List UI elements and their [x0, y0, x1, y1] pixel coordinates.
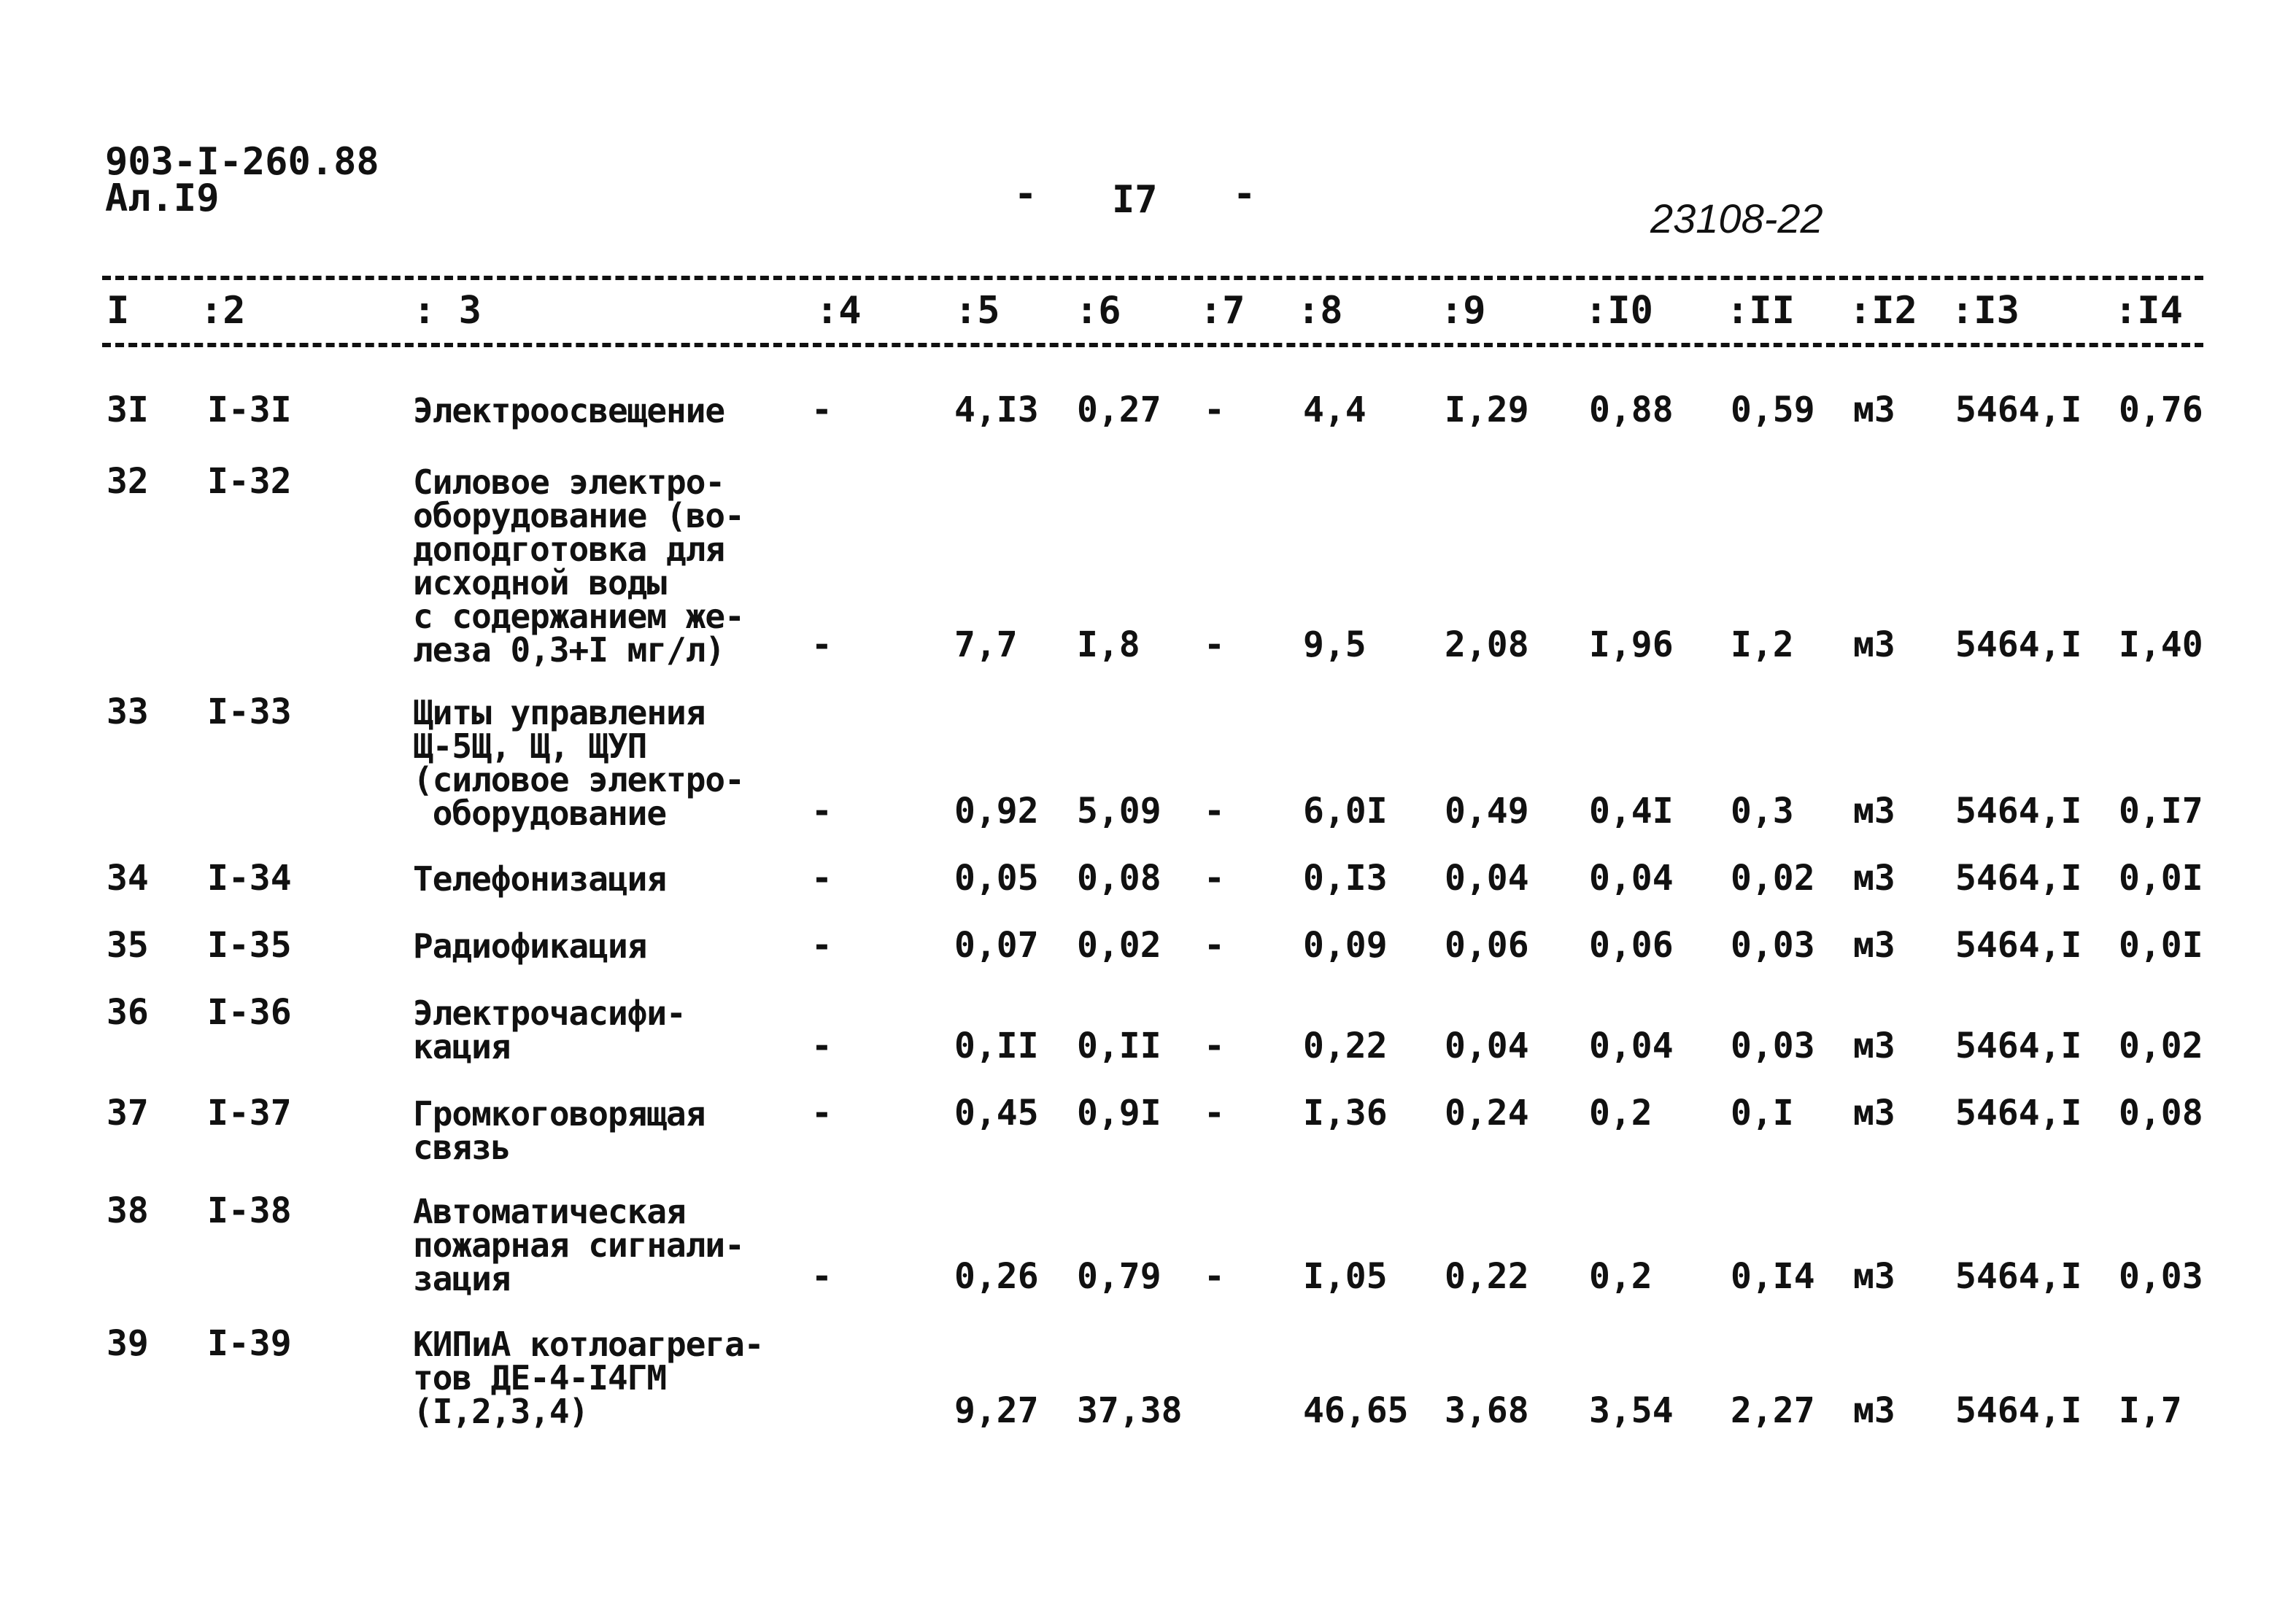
row-number: 36	[107, 992, 149, 1033]
row-value-c6: 37,38	[1077, 1390, 1183, 1431]
column-header: :I4	[2114, 289, 2183, 333]
column-header: :6	[1075, 289, 1121, 333]
row-value-c9: 0,24	[1445, 1093, 1529, 1134]
row-value-c8: I,36	[1303, 1093, 1388, 1134]
row-value-c6: I,8	[1077, 624, 1140, 665]
row-value-c5: 0,II	[954, 1026, 1039, 1066]
row-value-c14: I,40	[2119, 624, 2203, 665]
row-value-c10: 0,2	[1589, 1256, 1653, 1297]
row-value-c13: 5464,I	[1955, 1093, 2082, 1134]
row-description: Громкоговорящая связь	[413, 1094, 706, 1167]
row-value-c9: 0,04	[1445, 858, 1529, 899]
row-value-c14: 0,03	[2119, 1256, 2203, 1297]
row-value-c12: м3	[1853, 1390, 1895, 1431]
row-number: 34	[107, 858, 149, 899]
row-value-c6: 0,9I	[1077, 1093, 1161, 1134]
document-code: 903-I-260.88	[105, 140, 379, 184]
row-value-c5: 0,92	[954, 791, 1039, 832]
row-value-c6: 0,08	[1077, 858, 1161, 899]
row-value-c11: 2,27	[1731, 1390, 1815, 1431]
row-value-c7: -	[1204, 791, 1225, 832]
row-value-c13: 5464,I	[1955, 791, 2082, 832]
row-value-c14: 0,0I	[2119, 858, 2203, 899]
row-value-c12: м3	[1853, 390, 1895, 430]
row-value-c5: 7,7	[954, 624, 1018, 665]
row-value-c13: 5464,I	[1955, 1256, 2082, 1297]
row-value-c8: 46,65	[1303, 1390, 1409, 1431]
row-value-c11: 0,03	[1731, 925, 1815, 966]
row-value-c14: I,7	[2119, 1390, 2182, 1431]
row-value-c12: м3	[1853, 1093, 1895, 1134]
row-value-c8: 9,5	[1303, 624, 1367, 665]
row-value-c10: 0,06	[1589, 925, 1674, 966]
page-number: I7	[1112, 178, 1158, 222]
row-number: 33	[107, 691, 149, 732]
row-value-c13: 5464,I	[1955, 1026, 2082, 1066]
row-value-c4: -	[811, 791, 832, 832]
row-value-c8: 0,09	[1303, 925, 1388, 966]
column-header: :7	[1199, 289, 1245, 333]
row-description: Автоматическая пожарная сигнали- зация	[413, 1192, 744, 1298]
row-number: 32	[107, 461, 149, 502]
row-value-c9: I,29	[1445, 390, 1529, 430]
row-value-c4: -	[811, 624, 832, 665]
row-value-c12: м3	[1853, 1256, 1895, 1297]
row-value-c10: I,96	[1589, 624, 1674, 665]
row-code: I-36	[207, 992, 292, 1033]
row-value-c7: -	[1204, 624, 1225, 665]
column-header: I	[107, 289, 130, 333]
row-value-c4: -	[811, 1026, 832, 1066]
column-header: :2	[200, 289, 246, 333]
row-value-c11: 0,03	[1731, 1026, 1815, 1066]
row-value-c10: 0,4I	[1589, 791, 1674, 832]
row-value-c11: 0,02	[1731, 858, 1815, 899]
row-value-c7: -	[1204, 925, 1225, 966]
column-header: :II	[1726, 289, 1795, 333]
row-value-c12: м3	[1853, 1026, 1895, 1066]
row-value-c10: 0,04	[1589, 1026, 1674, 1066]
row-value-c5: 0,26	[954, 1256, 1039, 1297]
row-value-c11: 0,59	[1731, 390, 1815, 430]
row-value-c11: 0,3	[1731, 791, 1794, 832]
row-value-c9: 3,68	[1445, 1390, 1529, 1431]
page-dash-right: -	[1233, 172, 1256, 216]
column-header: :8	[1297, 289, 1343, 333]
row-value-c4: -	[811, 1093, 832, 1134]
row-value-c13: 5464,I	[1955, 858, 2082, 899]
row-description: Электроосвещение	[413, 391, 725, 430]
row-value-c9: 0,04	[1445, 1026, 1529, 1066]
row-value-c4: -	[811, 925, 832, 966]
row-value-c11: 0,I	[1731, 1093, 1794, 1134]
row-description: Телефонизация	[413, 859, 667, 899]
row-value-c11: 0,I4	[1731, 1256, 1815, 1297]
row-value-c8: I,05	[1303, 1256, 1388, 1297]
row-description: Щиты управления Щ-5Щ, Щ, ЩУП (силовое электро- оборудование	[413, 693, 744, 833]
row-description: Силовое электро- оборудование (во- доподготовка для исходной воды с содержанием же- леза 0,3+I мг/л)	[413, 462, 744, 670]
row-code: I-39	[207, 1323, 292, 1364]
row-value-c4: -	[811, 1256, 832, 1297]
handwritten-number: 23108-22	[1650, 195, 1823, 241]
row-value-c7: -	[1204, 390, 1225, 430]
column-header: :4	[816, 289, 862, 333]
row-value-c12: м3	[1853, 925, 1895, 966]
row-value-c14: 0,02	[2119, 1026, 2203, 1066]
row-number: 38	[107, 1190, 149, 1231]
row-value-c7: -	[1204, 1026, 1225, 1066]
row-code: I-34	[207, 858, 292, 899]
row-value-c4: -	[811, 858, 832, 899]
row-code: I-33	[207, 691, 292, 732]
row-number: 35	[107, 925, 149, 966]
row-value-c8: 6,0I	[1303, 791, 1388, 832]
row-code: I-32	[207, 461, 292, 502]
row-description: КИПиА котлоагрега- тов ДЕ-4-I4ГМ (I,2,3,4)	[413, 1325, 764, 1431]
row-value-c12: м3	[1853, 624, 1895, 665]
row-value-c11: I,2	[1731, 624, 1794, 665]
row-value-c13: 5464,I	[1955, 925, 2082, 966]
row-value-c5: 4,I3	[954, 390, 1039, 430]
row-value-c13: 5464,I	[1955, 390, 2082, 430]
row-value-c14: 0,0I	[2119, 925, 2203, 966]
row-value-c6: 0,02	[1077, 925, 1161, 966]
row-number: 37	[107, 1093, 149, 1134]
column-header: :I0	[1585, 289, 1653, 333]
column-header: :I2	[1849, 289, 1917, 333]
row-value-c8: 0,22	[1303, 1026, 1388, 1066]
sheet-number: Ал.I9	[105, 177, 220, 220]
row-value-c5: 0,05	[954, 858, 1039, 899]
row-value-c8: 0,I3	[1303, 858, 1388, 899]
row-value-c7: -	[1204, 1093, 1225, 1134]
row-description: Радиофикация	[413, 926, 647, 966]
table-top-rule	[102, 276, 2203, 280]
row-value-c7: -	[1204, 858, 1225, 899]
page-dash-left: -	[1014, 172, 1037, 216]
row-value-c5: 9,27	[954, 1390, 1039, 1431]
row-value-c12: м3	[1853, 791, 1895, 832]
row-code: I-37	[207, 1093, 292, 1134]
row-description: Электрочасифи- кация	[413, 993, 686, 1066]
table-header-rule	[102, 343, 2203, 347]
column-header: : 3	[413, 289, 482, 333]
row-value-c9: 0,06	[1445, 925, 1529, 966]
row-value-c5: 0,45	[954, 1093, 1039, 1134]
row-value-c10: 0,2	[1589, 1093, 1653, 1134]
row-value-c9: 0,22	[1445, 1256, 1529, 1297]
row-value-c13: 5464,I	[1955, 624, 2082, 665]
row-code: I-38	[207, 1190, 292, 1231]
row-value-c10: 0,88	[1589, 390, 1674, 430]
row-value-c14: 0,08	[2119, 1093, 2203, 1134]
row-value-c12: м3	[1853, 858, 1895, 899]
row-value-c6: 5,09	[1077, 791, 1161, 832]
row-value-c5: 0,07	[954, 925, 1039, 966]
row-value-c14: 0,76	[2119, 390, 2203, 430]
row-value-c14: 0,I7	[2119, 791, 2203, 832]
row-value-c6: 0,79	[1077, 1256, 1161, 1297]
row-value-c10: 0,04	[1589, 858, 1674, 899]
column-header: :9	[1440, 289, 1486, 333]
row-number: 3I	[107, 390, 149, 430]
row-value-c7: -	[1204, 1256, 1225, 1297]
row-value-c6: 0,II	[1077, 1026, 1161, 1066]
row-code: I-35	[207, 925, 292, 966]
row-value-c9: 2,08	[1445, 624, 1529, 665]
row-value-c4: -	[811, 390, 832, 430]
row-code: I-3I	[207, 390, 292, 430]
row-value-c9: 0,49	[1445, 791, 1529, 832]
column-header: :5	[954, 289, 1000, 333]
row-number: 39	[107, 1323, 149, 1364]
column-header: :I3	[1951, 289, 2019, 333]
row-value-c6: 0,27	[1077, 390, 1161, 430]
row-value-c13: 5464,I	[1955, 1390, 2082, 1431]
row-value-c8: 4,4	[1303, 390, 1367, 430]
row-value-c10: 3,54	[1589, 1390, 1674, 1431]
